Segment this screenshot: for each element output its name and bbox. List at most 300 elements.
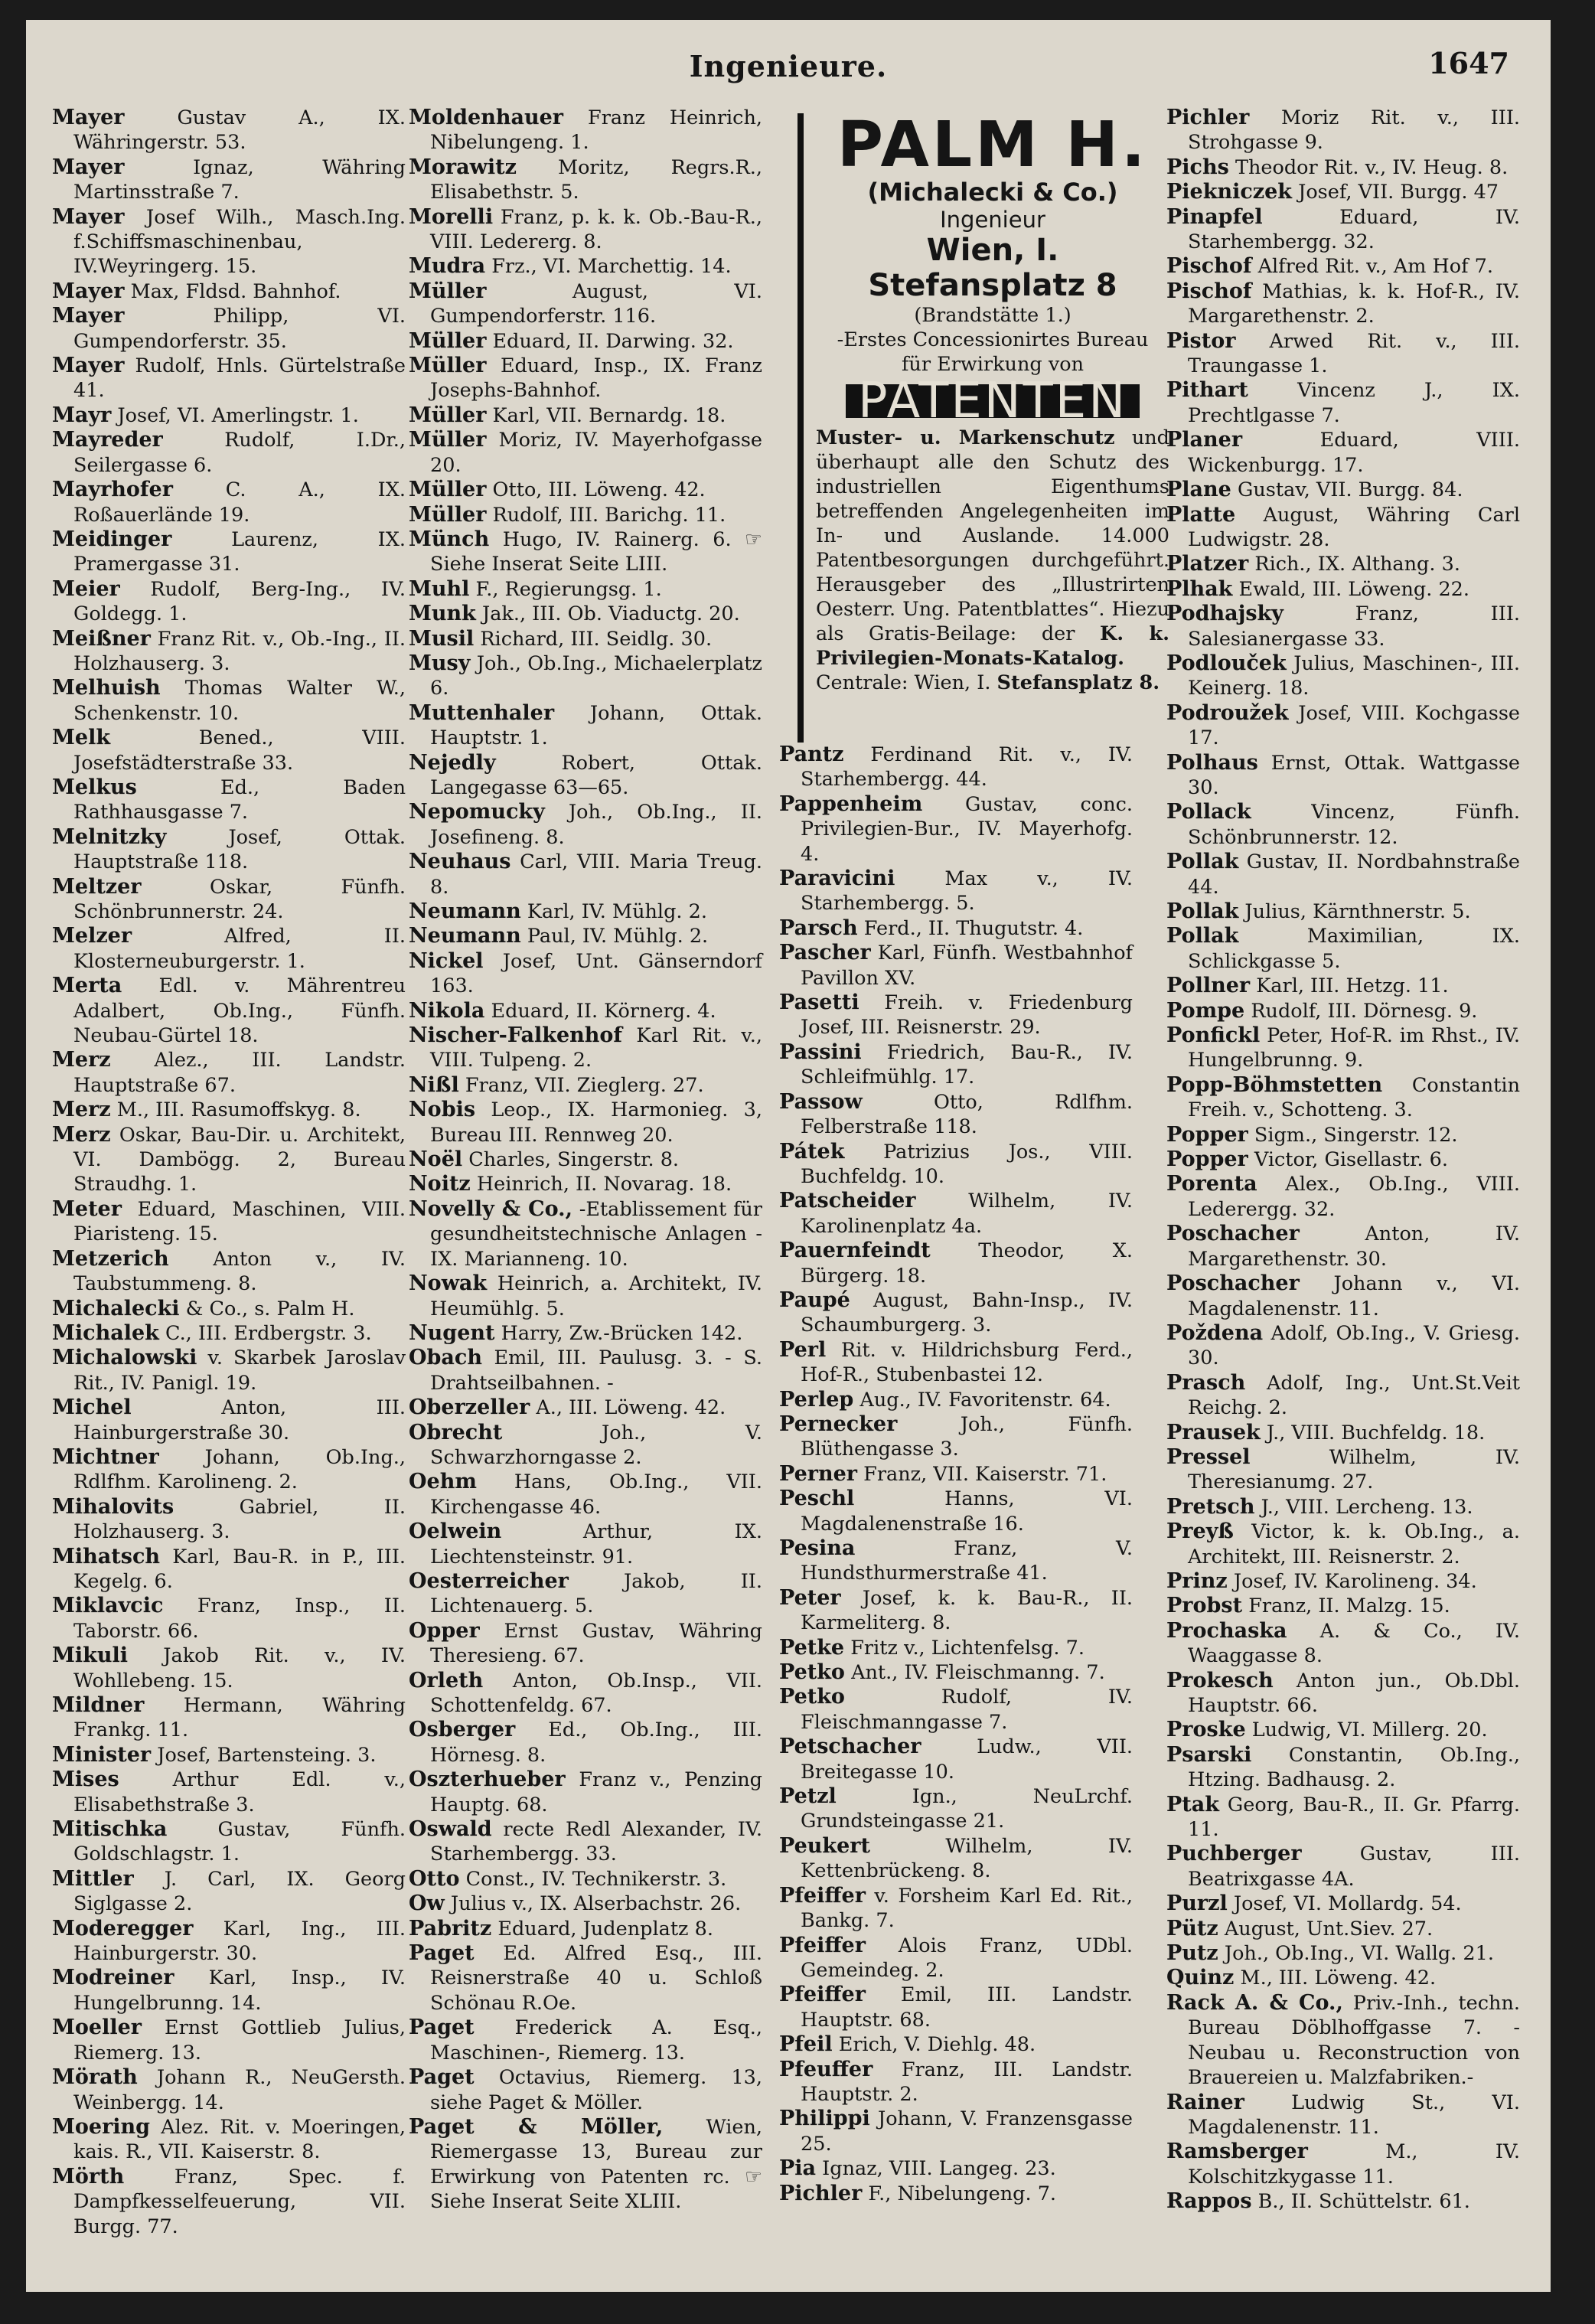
entry-name: Proske (1166, 1718, 1246, 1742)
entry-text: Victor, Gisellastr. 6. (1254, 1148, 1448, 1172)
directory-entry (1166, 2140, 1520, 2189)
entry-name: Mayer (52, 106, 125, 129)
entry-text: Thomas Walter W., Schenkenstr. 10. (73, 677, 406, 725)
entry-name: Pichs (1166, 155, 1229, 179)
directory-entry (409, 1470, 762, 1519)
entry-name: Petschacher (779, 1735, 921, 1759)
entry-text: Julius, Kärnthnerstr. 5. (1244, 900, 1471, 923)
entry-text: & Co., s. Palm H. (185, 1297, 355, 1320)
entry-text: Josef, VI. Mollardg. 54. (1233, 1892, 1462, 1916)
entry-name: Pauernfeindt (779, 1239, 931, 1263)
entry-text: Franz, II. Malzg. 15. (1248, 1594, 1450, 1618)
directory-entry (779, 2182, 1133, 2206)
entry-text: Ed., Ob.Ing., III. Hörnesg. 8. (430, 1719, 762, 1767)
entry-name: Mayrhofer (52, 478, 173, 502)
entry-text: Karl, Ing., III. Hainburgerstr. 30. (73, 1917, 406, 1966)
entry-name: Podroužek (1166, 700, 1289, 725)
ad-address: Wien, I. Stefansplatz 8 (868, 233, 1117, 303)
entry-name: Novelly & Co., (409, 1196, 572, 1221)
directory-entry (779, 1934, 1133, 1983)
directory-entry (1166, 1743, 1520, 1793)
directory-entry (52, 1917, 406, 1967)
directory-entry (409, 1271, 762, 1321)
entry-name: Modreiner (52, 1966, 175, 1990)
entry-name: Prausek (1166, 1420, 1261, 1444)
entry-name: Mayer (52, 354, 125, 378)
directory-entry (1166, 205, 1520, 255)
entry-name: Plane (1166, 478, 1231, 502)
directory-entry (409, 1197, 762, 1271)
directory-entry (52, 1966, 406, 2016)
entry-text: Oskar, Bau-Dir. u. Architekt, VI. Dambögg. 2, Bureau Straudhg. 1. (73, 1123, 406, 1196)
directory-entry (52, 1817, 406, 1867)
entry-text: Rit. v. Hildrichsburg Ferd., Hof-R., Stubenbastei 12. (801, 1338, 1133, 1387)
directory-entry (1166, 1147, 1520, 1172)
entry-name: Pia (779, 2156, 817, 2181)
entry-text: Eduard, II. Darwing. 32. (492, 329, 734, 353)
entry-text: Rudolf, IV. Fleischmanngasse 7. (801, 1686, 1133, 1734)
entry-text: Erich, V. Diehlg. 48. (838, 2033, 1036, 2057)
ad-body-bold: Muster- u. Markenschutz (816, 426, 1115, 449)
ad-body-2: Centrale: Wien, I. (816, 671, 991, 694)
directory-entry (1166, 254, 1520, 279)
entry-text: Josef, Ottak. Hauptstraße 118. (73, 825, 406, 874)
entry-text: Ernst Gustav, Währing Theresieng. 67. (430, 1619, 762, 1668)
directory-entry (409, 1767, 762, 1817)
directory-entry (409, 354, 762, 403)
directory-entry (1166, 1073, 1520, 1123)
entry-text: Franz, p. k. k. Ob.-Bau-R., VIII. Ledererg. 8. (430, 205, 762, 254)
directory-entry (52, 2016, 406, 2065)
directory-entry (1166, 106, 1520, 155)
entry-text: J., VIII. Buchfeldg. 18. (1266, 1421, 1486, 1444)
directory-entry (409, 627, 762, 651)
directory-entry (409, 1817, 762, 1867)
directory-entry (779, 1685, 1133, 1735)
entry-name: Miklavcic (52, 1594, 164, 1618)
entry-text: Mathias, k. k. Hof-R., IV. Margarethenstr. 2. (1188, 279, 1520, 328)
entry-name: Pithart (1166, 378, 1248, 403)
entry-name: Merta (52, 974, 122, 998)
directory-entry (1166, 1917, 1520, 1941)
entry-name: Oswald (409, 1817, 492, 1842)
directory-entry (1166, 800, 1520, 850)
entry-name: Meter (52, 1196, 122, 1221)
directory-entry (52, 403, 406, 428)
directory-entry (409, 602, 762, 626)
entry-name: Obach (409, 1346, 482, 1370)
directory-entry (52, 974, 406, 1048)
directory-entry (409, 701, 762, 751)
directory-entry (409, 1569, 762, 1619)
entry-name: Psarski (1166, 1742, 1252, 1767)
directory-entry (52, 1693, 406, 1743)
entry-text: Wilhelm, IV. Theresianumg. 27. (1188, 1445, 1520, 1494)
entry-name: Philippi (779, 2107, 870, 2131)
directory-entry (779, 1735, 1133, 1784)
entry-name: Paget (409, 2016, 475, 2040)
entry-name: Muhl (409, 576, 470, 601)
entry-text: Karl, IV. Mühlg. 2. (527, 900, 707, 923)
entry-name: Mayreder (52, 428, 163, 452)
entry-name: Nobis (409, 1098, 476, 1122)
directory-entry (1166, 1445, 1520, 1495)
entry-name: Pabritz (409, 1916, 492, 1940)
entry-name: Melkus (52, 775, 137, 799)
directory-entry (52, 1247, 406, 1297)
directory-entry (1166, 1966, 1520, 1990)
entry-text: Otto, Rdlfhm. Felberstraße 118. (801, 1090, 1133, 1139)
entry-text: Oskar, Fünfh. Schönbrunnerstr. 24. (73, 875, 406, 923)
entry-name: Pantz (779, 743, 844, 766)
directory-entry (409, 279, 762, 329)
entry-name: Petko (779, 1685, 845, 1709)
directory-entry (409, 329, 762, 354)
directory-entry (52, 205, 406, 279)
directory-entry (409, 1619, 762, 1669)
entry-name: Oszterhueber (409, 1767, 566, 1792)
ad-profession: Ingenieur (940, 207, 1045, 233)
entry-text: F., Regierungsg. 1. (475, 577, 662, 601)
entry-text: Alfred Rit. v., Am Hof 7. (1257, 255, 1493, 279)
entry-text: Franz, VII. Kaiserstr. 71. (863, 1462, 1107, 1486)
entry-name: Nepomucky (409, 800, 545, 824)
entry-name: Moeller (52, 2016, 142, 2040)
directory-entry (52, 1495, 406, 1545)
entry-name: Platte (1166, 502, 1236, 527)
entry-name: Pistor (1166, 328, 1236, 353)
entry-text: Constantin, Ob.Ing., Htzing. Badhausg. 2. (1188, 1743, 1520, 1792)
directory-entry (409, 1421, 762, 1470)
entry-name: Meltzer (52, 874, 142, 899)
entry-text: Arthur Edl. v., Elisabethstraße 3. (73, 1768, 406, 1816)
entry-text: Julius, Maschinen-, III. Keinerg. 18. (1188, 651, 1520, 700)
entry-text: Johann, Ob.Ing., Rdlfhm. Karolineng. 2. (73, 1445, 406, 1494)
entry-name: Putz (1166, 1941, 1218, 1966)
ad-body-bold-2: K. k. Privilegien-Monats-Katalog. (816, 622, 1169, 670)
entry-text: Joh., Ob.Ing., VI. Wallg. 21. (1224, 1942, 1494, 1966)
directory-entry (409, 577, 762, 602)
directory-entry (409, 1669, 762, 1719)
directory-entry (1166, 602, 1520, 651)
directory-entry (409, 2065, 762, 2115)
entry-name: Nugent (409, 1320, 495, 1345)
entry-text: M., III. Löweng. 42. (1240, 1967, 1437, 1990)
entry-text: Edl. v. Mährentreu Adalbert, Ob.Ing., Fünfh. Neubau-Gürtel 18. (73, 974, 406, 1048)
entry-name: Perlep (779, 1387, 854, 1412)
entry-name: Peschl (779, 1487, 855, 1511)
entry-name: Morawitz (409, 155, 517, 179)
entry-name: Melnitzky (52, 824, 167, 849)
entry-name: Podhajsky (1166, 602, 1284, 626)
entry-text: Alfred, II. Klosterneuburgerstr. 1. (73, 925, 406, 973)
entry-name: Parsch (779, 916, 858, 940)
entry-name: Merz (52, 1122, 111, 1147)
directory-entry (1166, 701, 1520, 751)
entry-text: recte Redl Alexander, IV. Starhembergg. 33. (430, 1818, 763, 1866)
entry-text: Franz, VII. Zieglerg. 27. (465, 1073, 704, 1097)
entry-text: Rudolf, III. Barichg. 11. (492, 503, 726, 527)
advertisement-palm (798, 109, 1169, 743)
entry-name: Mayer (52, 304, 125, 328)
directory-entry (409, 924, 762, 948)
entry-name: Podlouček (1166, 651, 1287, 675)
directory-entry (1166, 1594, 1520, 1618)
entry-name: Oehm (409, 1470, 477, 1494)
entry-name: Pascher (779, 941, 871, 965)
directory-entry (779, 1239, 1133, 1288)
entry-name: Noël (409, 1147, 463, 1172)
directory-entry (1166, 1519, 1520, 1569)
entry-text: Hugo, IV. Rainerg. 6. ☞ Siehe Inserat Seite LIII. (430, 527, 762, 576)
entry-text: Alez., III. Landstr. Hauptstraße 67. (73, 1049, 406, 1097)
entry-name: Quinz (1166, 1966, 1235, 1990)
entry-text: -Etablissement für gesundheitstechnische Anlagen - IX. Marianneng. 10. (430, 1197, 762, 1271)
entry-name: Ow (409, 1892, 445, 1916)
entry-text: Alez. Rit. v. Moeringen, kais. R., VII. Kaiserstr. 8. (73, 2115, 406, 2164)
directory-entry (409, 2115, 762, 2215)
entry-name: Popp-Böhmstetten (1166, 1072, 1383, 1097)
entry-name: Pollak (1166, 899, 1239, 923)
directory-entry (779, 1288, 1133, 1338)
directory-entry (779, 1388, 1133, 1412)
entry-text: v. Forsheim Karl Ed. Rit., Bankg. 7. (801, 1884, 1133, 1933)
entry-text: C. A., IX. Roßauerlände 19. (73, 478, 406, 527)
entry-text: Ignaz, VIII. Langeg. 23. (822, 2157, 1056, 2181)
entry-name: Platzer (1166, 552, 1249, 576)
directory-entry (1166, 924, 1520, 974)
entry-name: Patscheider (779, 1189, 916, 1213)
entry-text: Ferd., II. Thugutstr. 4. (863, 916, 1084, 940)
entry-name: Mikuli (52, 1643, 128, 1668)
directory-entry (779, 1636, 1133, 1660)
entry-text: Franz, Insp., II. Taborstr. 66. (73, 1594, 406, 1643)
directory-entry (1166, 1669, 1520, 1719)
directory-entry (409, 478, 762, 502)
directory-entry (52, 428, 406, 478)
entry-name: Popper (1166, 1147, 1248, 1172)
ad-subtitle: (Michalecki & Co.) (867, 178, 1118, 207)
entry-text: Richard, III. Seidlg. 30. (480, 627, 713, 651)
directory-entry (1166, 1991, 1520, 2091)
entry-name: Melk (52, 726, 111, 750)
entry-text: Johann, Ottak. Hauptstr. 1. (430, 701, 762, 750)
entry-text: Karl, Fünfh. Westbahnhof Pavillon XV. (801, 942, 1133, 990)
entry-name: Peukert (779, 1833, 870, 1858)
entry-text: Ed., Baden Rathhausgasse 7. (73, 775, 406, 824)
directory-entry (1166, 1569, 1520, 1594)
entry-name: Planer (1166, 428, 1243, 452)
entry-name: Mittler (52, 1866, 134, 1891)
ad-address-note: (Brandstätte 1.) (914, 304, 1071, 327)
entry-name: Mihalovits (52, 1494, 175, 1519)
entry-text: Karl, Insp., IV. Hungelbrunng. 14. (73, 1967, 406, 2015)
ad-body-bold-3: Stefansplatz 8. (996, 671, 1160, 694)
directory-entry (52, 1743, 406, 1767)
entry-text: Charles, Singerstr. 8. (468, 1148, 680, 1172)
entry-text: Franz v., Penzing Hauptg. 68. (430, 1768, 762, 1816)
entry-text: Sigm., Singerstr. 12. (1254, 1123, 1458, 1147)
entry-name: Nißl (409, 1072, 459, 1097)
entry-text: Ignaz, Währing Martinsstraße 7. (73, 155, 406, 204)
entry-name: Noitz (409, 1172, 471, 1196)
entry-text: Ant., IV. Fleischmanng. 7. (851, 1661, 1105, 1685)
entry-text: Ludwig St., VI. Magdalenenstr. 11. (1188, 2091, 1520, 2139)
entry-text: Joh., V. Schwarzhorngasse 2. (430, 1421, 762, 1469)
entry-name: Merz (52, 1098, 111, 1122)
directory-entry (779, 1660, 1133, 1685)
entry-text: Harry, Zw.-Brücken 142. (501, 1321, 743, 1345)
entry-name: Münch (409, 527, 490, 551)
entry-name: Paget & Möller, (409, 2114, 664, 2139)
column-3 (779, 743, 1133, 2206)
directory-entry (409, 254, 762, 279)
entry-name: Musil (409, 626, 475, 651)
entry-name: Osberger (409, 1718, 516, 1742)
entry-name: Pfeiffer (779, 1983, 866, 2007)
entry-name: Minister (52, 1742, 152, 1767)
entry-name: Pollak (1166, 924, 1239, 948)
directory-entry (409, 1395, 762, 1420)
entry-name: Pinapfel (1166, 204, 1263, 229)
entry-name: Oesterreicher (409, 1568, 569, 1593)
entry-text: Aug., IV. Favoritenstr. 64. (859, 1388, 1111, 1412)
directory-entry (409, 155, 762, 205)
directory-entry (52, 1321, 406, 1346)
entry-name: Poschacher (1166, 1222, 1300, 1246)
entry-name: Mayer (52, 279, 125, 303)
directory-entry (52, 279, 406, 304)
entry-name: Moldenhauer (409, 106, 563, 129)
entry-text: J., VIII. Lercheng. 13. (1261, 1495, 1473, 1519)
entry-name: Popper (1166, 1122, 1248, 1147)
entry-text: Otto, III. Löweng. 42. (492, 478, 706, 502)
entry-text: Franz, III. Salesianergasse 33. (1188, 602, 1520, 651)
entry-name: Pfeuffer (779, 2057, 873, 2081)
directory-entry (1166, 552, 1520, 576)
entry-name: Mayer (52, 204, 125, 229)
entry-name: Müller (409, 354, 487, 378)
entry-name: Michalowski (52, 1346, 197, 1370)
entry-text: Robert, Ottak. Langegasse 63—65. (430, 751, 762, 799)
directory-entry (1166, 850, 1520, 899)
directory-entry (779, 916, 1133, 941)
entry-name: Purzl (1166, 1892, 1228, 1916)
entry-text: August, Währing Carl Ludwigstr. 28. (1188, 503, 1520, 551)
directory-entry (52, 726, 406, 775)
directory-entry (1166, 2189, 1520, 2214)
directory-entry (1166, 1842, 1520, 1892)
directory-entry (52, 1867, 406, 1917)
directory-entry (409, 1892, 762, 1916)
entry-name: Pappenheim (779, 792, 923, 816)
directory-entry (1166, 1172, 1520, 1222)
entry-name: Nejedly (409, 750, 496, 775)
directory-entry (1166, 428, 1520, 478)
entry-name: Pollak (1166, 850, 1239, 874)
directory-entry (1166, 503, 1520, 553)
entry-text: Wilhelm, IV. Karolinenplatz 4a. (801, 1190, 1133, 1238)
directory-entry (409, 527, 762, 577)
directory-entry (409, 1073, 762, 1098)
entry-text: Heinrich, a. Architekt, IV. Heumühlg. 5. (430, 1272, 762, 1320)
entry-name: Meier (52, 576, 120, 601)
directory-entry (779, 1536, 1133, 1586)
directory-entry (52, 1297, 406, 1321)
entry-text: Ludw., VII. Breitegasse 10. (801, 1735, 1133, 1784)
entry-text: Eduard, Insp., IX. Franz Josephs-Bahnhof. (430, 354, 762, 403)
entry-name: Pretsch (1166, 1494, 1255, 1519)
entry-name: Passow (779, 1089, 863, 1114)
directory-entry (779, 743, 1133, 792)
entry-text: Theodor, X. Bürgerg. 18. (801, 1239, 1133, 1288)
entry-text: Ernst, Ottak. Wattgasse 30. (1188, 751, 1520, 799)
entry-text: Karl, Bau-R. in P., III. Kegelg. 6. (73, 1545, 406, 1593)
entry-text: Ferdinand Rit. v., IV. Starhembergg. 44. (801, 743, 1133, 792)
directory-entry (52, 577, 406, 627)
directory-entry (779, 991, 1133, 1040)
entry-text: Eduard, Judenplatz 8. (497, 1917, 713, 1940)
entry-text: Victor, k. k. Ob.Ing., a. Architekt, III. Reisnerstr. 2. (1188, 1520, 1520, 1568)
entry-text: Gustav A., IX. Währingerstr. 53. (73, 106, 406, 155)
entry-text: Eduard, VIII. Wickenburgg. 17. (1188, 429, 1521, 477)
entry-name: Pompe (1166, 998, 1245, 1023)
ad-body: und überhaupt alle den Schutz des industriellen Eigenthums betreffenden Angelegenheiten im In- und Auslande. 14.000 Patentbesorgungen durchgeführt. Herausgeber des „Illustrirten Oesterr. Ung. Patentblattes“. Hiezu als Gratis-Beilage: der (816, 426, 1169, 645)
entry-name: Pollack (1166, 800, 1251, 824)
directory-entry (779, 867, 1133, 916)
directory-entry (52, 2065, 406, 2115)
entry-name: Müller (409, 328, 487, 353)
entry-text: Jakob Rit. v., IV. Wohllebeng. 15. (73, 1644, 406, 1692)
entry-name: Neumann (409, 924, 521, 948)
entry-name: Metzerich (52, 1246, 169, 1271)
entry-text: Alois Franz, UDbl. Gemeindeg. 2. (801, 1934, 1133, 1982)
directory-entry (1166, 1023, 1520, 1073)
entry-name: Puchberger (1166, 1842, 1302, 1866)
entry-name: Pischof (1166, 254, 1252, 279)
directory-entry (779, 2156, 1133, 2181)
directory-entry (52, 478, 406, 527)
directory-entry (52, 1098, 406, 1122)
entry-name: Paget (409, 2065, 475, 2090)
running-head: Ingenieure. (689, 49, 888, 83)
entry-name: Pressel (1166, 1444, 1251, 1469)
entry-name: Mildner (52, 1693, 145, 1717)
entry-name: Paupé (779, 1288, 850, 1312)
entry-name: Rappos (1166, 2189, 1252, 2214)
directory-entry (52, 775, 406, 825)
entry-text: Josef, IV. Karolineng. 34. (1233, 1569, 1477, 1593)
entry-text: Arthur, IX. Liechtensteinstr. 91. (430, 1520, 762, 1568)
directory-entry (1166, 1619, 1520, 1669)
column-2 (409, 106, 762, 2215)
entry-name: Paravicini (779, 867, 895, 891)
entry-text: Vincenz J., IX. Prechtlgasse 7. (1188, 379, 1521, 427)
directory-entry (52, 155, 406, 205)
directory-entry (1166, 999, 1520, 1023)
directory-entry (779, 792, 1133, 867)
directory-entry (779, 1983, 1133, 2032)
entry-name: Nowak (409, 1271, 488, 1296)
entry-text: Bened., VIII. Josefstädterstraße 33. (73, 726, 406, 775)
entry-name: Morelli (409, 204, 494, 229)
entry-text: F., Nibelungeng. 7. (868, 2182, 1057, 2205)
entry-text: Georg, Bau-R., II. Gr. Pfarrg. 11. (1188, 1793, 1520, 1842)
directory-entry (779, 2032, 1133, 2057)
entry-name: Prinz (1166, 1568, 1228, 1593)
directory-entry (409, 1098, 762, 1147)
entry-name: Michtner (52, 1444, 159, 1469)
